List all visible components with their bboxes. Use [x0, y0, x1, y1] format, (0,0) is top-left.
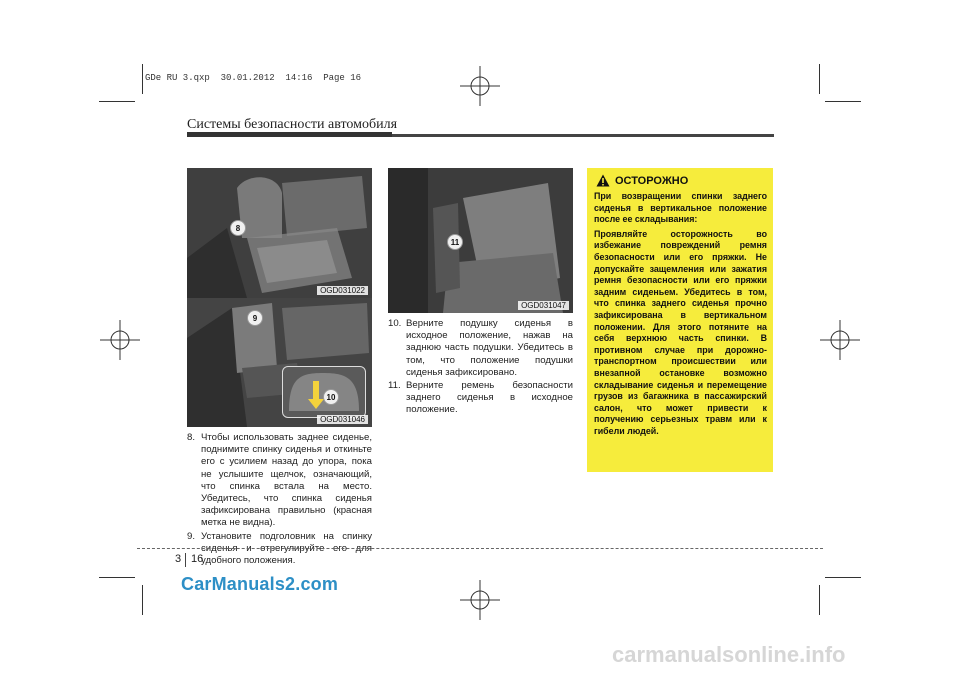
watermark-left: CarManuals2.com: [181, 574, 339, 594]
registration-mark-left: [100, 320, 140, 360]
warning-body: [594, 191, 767, 437]
photo-code: OGD031046: [317, 415, 368, 424]
callout-11: 11: [447, 234, 463, 250]
step-item: [388, 318, 573, 379]
warning-header: [594, 174, 767, 187]
step-number: 9.: [187, 530, 196, 542]
callout-10: 10: [323, 389, 339, 405]
page-number-divider: [185, 553, 186, 567]
photo-code: OGD031022: [317, 286, 368, 295]
step-number: 11.: [388, 380, 401, 392]
step-item: [388, 380, 573, 417]
crop-mark: [142, 585, 143, 615]
crop-mark: [825, 101, 861, 102]
section-title: Системы безопасности автомобиля: [187, 117, 398, 132]
photo-seat-back-folded: [187, 168, 372, 298]
photo-code: OGD031047: [518, 301, 569, 310]
registration-mark-top: [460, 66, 500, 106]
seat-illustration: [187, 168, 372, 298]
chapter-number: 3: [175, 553, 182, 565]
title-rule-tab: [187, 132, 392, 137]
seat-illustration: [388, 168, 573, 313]
step-number: 8.: [187, 432, 196, 443]
callout-8: 8: [230, 220, 246, 236]
registration-mark-right: [820, 320, 860, 360]
warning-title: ОСТОРОЖНО: [615, 174, 689, 187]
photo-seat-cushion: [388, 168, 573, 313]
step-number: 10.: [388, 318, 402, 329]
crop-mark: [825, 577, 861, 578]
crop-mark: [99, 101, 135, 102]
step-item: [187, 432, 372, 530]
registration-mark-bottom: [460, 580, 500, 620]
print-slug: GDe RU 3.qxp 30.01.2012 14:16 Page 16: [145, 73, 362, 83]
warning-paragraph: При возвращении спинки заднего сиденья в вертикальное положение после ее складывания:: [594, 191, 767, 225]
photo-headrest: [187, 298, 372, 427]
step-text: Чтобы использовать заднее сиденье, поднимите спинку сиденья и откиньте его с усилием назад до упора, пока не услышите щелчок, означающий, что спинка встала на место. Убедитесь, что спинка сиденья зафиксирована правильно (красная метка не видна).: [201, 432, 372, 529]
crop-mark: [142, 64, 143, 94]
crop-mark: [99, 577, 135, 578]
warning-triangle-icon: [596, 174, 610, 187]
step-text: Верните подушку сиденья в исходное положение, нажав на заднюю часть подушки. Убедитесь в том, что положение подушки сиденья зафиксировано.: [406, 318, 573, 378]
crop-mark: [819, 585, 820, 615]
crop-mark: [819, 64, 820, 94]
warning-paragraph: Проявляйте осторожность во избежание повреждений ремня безопасности или его пряжки. Не допускайте защемления или зажатия ремня безопасности или его пряжки задним сиденьем. Убедитесь в том, что спинка заднего сиденья прочно зафиксирована в вертикальном положении. Для этого потяните на себя верхнюю часть спинки. В противном случае при дорожно-транспортном происшествии или внезапной остановке возможно складывание сиденья и перемещение грузов из багажника в пассажирский салон, что может привести к получению серьезных травм или к гибели людей.: [594, 228, 767, 436]
step-text: Установите подголовник на спинку сиденья и отрегулируйте его для удобного положения.: [201, 530, 372, 567]
watermark-right: carmanualsonline.info: [612, 642, 846, 667]
headrest-inset: [282, 366, 366, 418]
warning-box: [587, 168, 773, 472]
page-number: 16: [191, 553, 204, 565]
step-text: Верните ремень безопасности заднего сиденья в исходное положение.: [406, 380, 573, 416]
callout-9: 9: [247, 310, 263, 326]
footer-rule: [137, 548, 823, 549]
steps-mid: [388, 318, 573, 418]
